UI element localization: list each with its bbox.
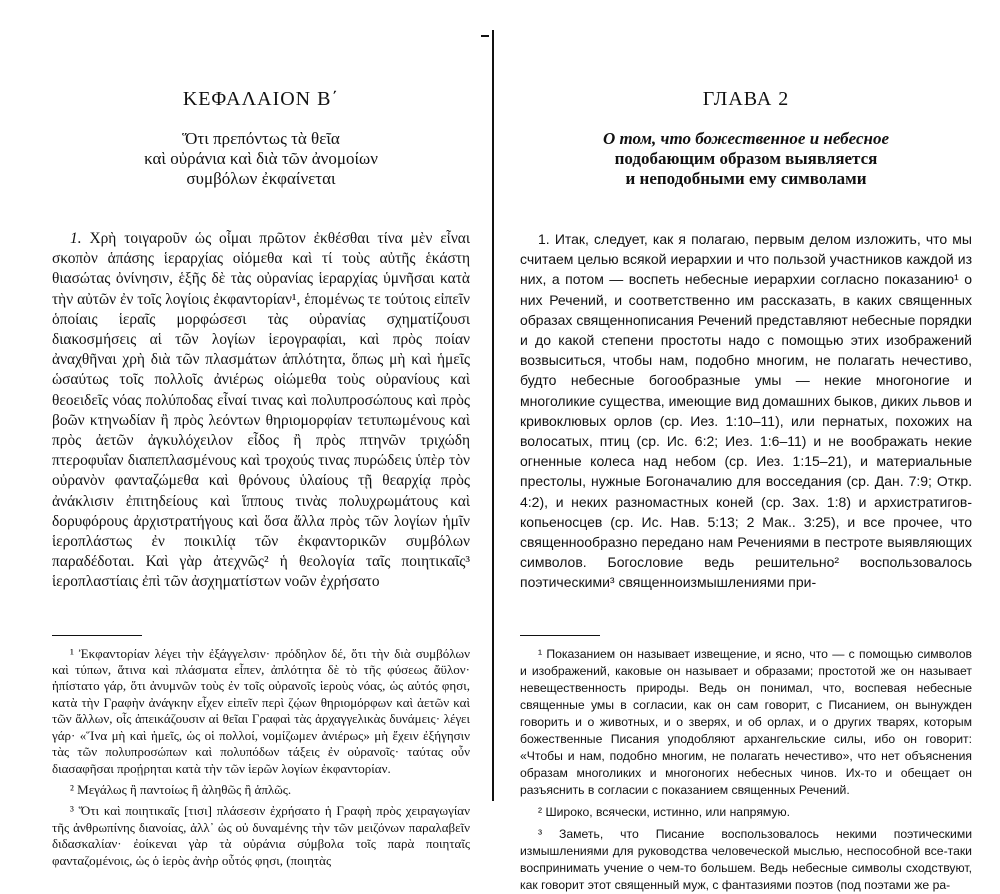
footnote-divider bbox=[52, 635, 142, 636]
footnote-divider bbox=[520, 635, 600, 636]
subtitle-line: О том, что божественное и небесное bbox=[603, 129, 889, 148]
subtitle-line: подобающим образом выявляется bbox=[614, 149, 878, 168]
paragraph-text: Χρὴ τοιγαροῦν ὡς οἶμαι πρῶτον ἐκθέσθαι τίνα μὲν εἶναι σκοπὸν ἁπάσης ἱεραρχίας οἰόμεθα καὶ τί τοὺς αὐτῆς ἑκάστη θιασώτας ὀνίνησιν, ἑξῆς δὲ τὰς οὐρανίας ἱεραρχίας ὑμνῆσαι κατὰ τὴν αὐτῶν ἐν τοῖς λογίοις ἐκφαντορίαν¹, ἑπομένως τε τούτοις εἰπεῖν ὁποίαις ἱεραῖς μορφώσεσι τὰς οὐρανίας σχηματίζουσι διακοσμήσεις αἱ τῶν λογίων ἱερογραφίαι, καὶ πρὸς ποίαν ἀναχθῆναι χρὴ διὰ τῶν πλασμάτων ἁπλότητα, ὅπως μὴ καὶ ἡμεῖς ὡσαύτως τοῖς πολλοῖς ἀνιέρως οἰώμεθα τοὺς οὐρανίους καὶ θεοειδεῖς νόας πολύποδας εἶναί τινας καὶ πολυπροσώπους καὶ πρὸς βοῶν κτηνωδίαν ἢ πρὸς λεόντων θηριομορφίαν τετυπωμένους καὶ πρὸς ἀετῶν ἀγκυλόχειλον εἶδος ἢ πρὸς πτηνῶν τριχώδη πτεροφυΐαν διαπεπλασμένους καὶ τροχούς τινας πυρώδεις ὑπὲρ τὸν οὐρανὸν φανταζώμεθα καὶ θρόνους ὑλαίους τῇ θεαρχίᾳ πρὸς ἀνάκλισιν ἐπιτηδείους καὶ ἵππους τινὰς πολυχρωμάτους καὶ δορυφόρους ἀρχιστρατήγους καὶ ὅσα ἄλλα πρὸς τῶν λογίων ἡμῖν ἱεροπλάστως ἐν ποικιλίᾳ τῶν ἐκφαντορικῶν συμβόλων παραδέδοται. Καὶ γὰρ ἀτεχνῶς² ἡ θεολογία ταῖς ποιητικαῖς³ ἱεροπλαστίαις ἐπὶ τῶν ἀσχηματίστων νοῶν ἐχρήσατο bbox=[52, 230, 470, 591]
subtitle-line: συμβόλων ἐκφαίνεται bbox=[186, 169, 336, 188]
gutter-mark bbox=[481, 35, 489, 37]
footnote: ¹ Ἐκφαντορίαν λέγει τὴν ἐξάγγελσιν· πρόδηλον δέ, ὅτι τὴν διὰ συμβόλων καὶ τύπων, ἅτινα καὶ πλάσματα εἶπεν, ἀπλότητα δὲ τὸ τῆς φύσεως ἄϋλον· ἠπίστατο γάρ, ὅτι ἀνυμνῶν τοὺς ἐν τοῖς οὐρανοῖς ἱεροὺς νόας, ὡς αὐτός φησι, κατὰ τὴν Γραφὴν ἀνάγκην εἶχεν εἰπεῖν περὶ ζῴων θηριομόρφων καὶ ἀετῶν καὶ τῶν ἄλλων, οἷς ἀπεικάζουσιν αἱ θεῖαι Γραφαὶ τὰς ἀρχαγγελικὰς δυνάμεις· λέγει γάρ· «Ἵνα μὴ καὶ ἡμεῖς, ὡς οἱ πολλοί, νομίζωμεν ἀνιέρως» μὴ ἔχειν ἐξήγησιν τὰς τῶν πολυπροσώπων καὶ πολυπόδων τάξεις ἐν οὐρανοῖς· ταύτας οὖν διασαφῆσαι προῄρηται κατὰ τὴν τῶν ἱερῶν λογίων ἐκφαντορίαν. bbox=[52, 645, 470, 776]
footnote: ² Μεγάλως ἢ παντοίως ἢ ἀληθῶς ἢ ἁπλῶς. bbox=[70, 781, 292, 797]
footnote: ³ Ὅτι καὶ ποιητικαῖς [τισι] πλάσεσιν ἐχρήσατο ἡ Γραφὴ πρὸς χειραγωγίαν τῆς ἀνθρωπίνης διανοίας, ἀλλ᾽ ὡς οὐ δυναμένης τὴν τῶν μειζόνων παραλαβεῖν διδασκαλίαν· ἐοίκεναι γὰρ τὰ οὐράνια σύμβολα τοῖς παρὰ ποιηταῖς φανταζομένοις, ὡς ὁ ἱερὸς ἀνὴρ οὗτός φησι, (ποιητὰς bbox=[52, 803, 470, 868]
main-paragraph-greek bbox=[52, 229, 470, 593]
main-paragraph-russian bbox=[520, 229, 972, 593]
footnote: ³ Заметь, что Писание воспользовалось некими поэтическими измышлениями для руководства человеческой мыслью, неспособной все-таки воспринимать учение о чем-то большем. Ведь небесные символы сходствуют, как говорит этот священный муж, с фантазиями поэтов (под поэтами же ра- bbox=[520, 826, 972, 892]
chapter-heading-greek: ΚΕΦΑΛΑΙΟΝ Β΄ bbox=[182, 88, 340, 110]
paragraph-number: 1. bbox=[538, 231, 550, 247]
russian-page bbox=[500, 0, 1000, 892]
subtitle-line: Ὅτι πρεπόντως τὰ θεῖα bbox=[182, 129, 340, 148]
page-spine bbox=[492, 30, 494, 801]
footnote: ² Широко, всячески, истинно, или напрямую. bbox=[538, 804, 791, 819]
paragraph-number: 1. bbox=[70, 230, 82, 247]
subtitle-line: καὶ οὐράνια καὶ διὰ τῶν ἀνομοίων bbox=[144, 149, 378, 168]
subtitle-line: и неподобными ему символами bbox=[625, 169, 867, 188]
footnote: ¹ Показанием он называет извещение, и ясно, что — с помощью символов и изображений, каковые он называет и образами; простотой же он называет невещественность природы. Ведь он понимал, что, воспевая небесные священные умы в согласии, как он сам говорит, с Писанием, он вынужден говорить и о животных, и о зверях, и об орлах, и о других тварях, которым божественные Писания уподобляют архангельские силы, ибо он говорит: «Чтобы и нам, подобно многим, не полагать нечестиво», что нет объяснения образам многоликих и многоногих небесных чинов. Их-то и обещает он разъяснить в согласии с показанием священных Речений. bbox=[520, 646, 972, 797]
greek-page bbox=[0, 0, 490, 868]
chapter-heading-russian: ГЛАВА 2 bbox=[702, 88, 790, 110]
paragraph-text: Итак, следует, как я полагаю, первым делом изложить, что мы считаем целью всякой иерархии и что пользой участников каждой из них, а потом — воспеть небесные иерархии согласно показанию¹ о них Речений, и соответственно им рассказать, в каких священных образах священнописания Речений представляют небесные порядки и до какой степени простоты надо с помощью этих изображений возвыситься, чтобы нам, подобно многим, не полагать нечестиво, будто небесные богообразные умы — некие многоногие и многоликие существа, имеющие вид домашних быков, диких львов и кривоклювых орлов (ср. Иез. 1:10–11), или пернатых, похожих на волосатых, птиц (ср. Ис. 6:2; Иез. 1:6–11) и не воображать некие огненные колеса над небом (ср. Иез. 1:15–21), и материальные престолы, нужные Богоначалию для восседания (ср. Дан. 7:9; Откр. 4:2), и неких разномастных коней (ср. Зах. 1:8) и архистратигов-копьеносцев (ср. Ис. Нав. 5:13; 2 Мак.. 3:25), и все прочее, что священнообразно передано нам Речениями в пестроте выявляющих символов. Богословие ведь решительно² воспользовалось поэтическими³ священноизмышлениями при- bbox=[520, 231, 972, 591]
